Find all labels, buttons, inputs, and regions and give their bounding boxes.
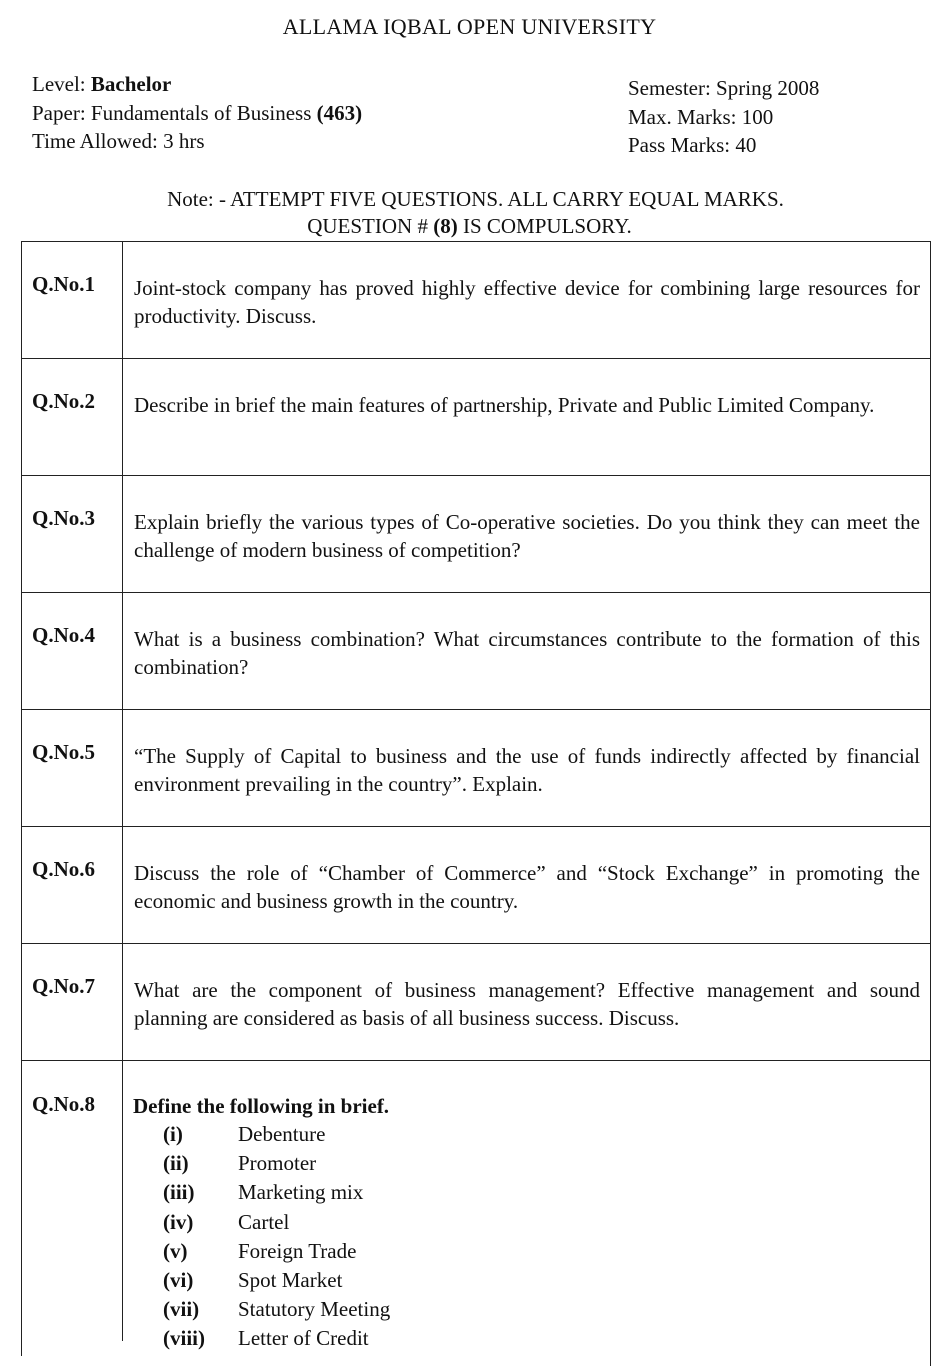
item-term: Statutory Meeting — [238, 1297, 391, 1322]
question-text: What are the component of business management? Effective management and sound planning are considered as basis of all business success. Discuss. — [134, 978, 920, 1030]
item-numeral: (ii) — [163, 1151, 189, 1176]
question-text: Describe in brief the main features of partnership, Private and Public Limited Company. — [134, 393, 875, 417]
paper-label: Paper: Fundamentals of Business — [32, 100, 317, 125]
item-term: Letter of Credit — [238, 1326, 369, 1351]
university-title: ALLAMA IQBAL OPEN UNIVERSITY — [282, 14, 657, 39]
question-row-7 — [21, 943, 931, 1060]
item-numeral: (v) — [163, 1238, 188, 1263]
question-number: Q.No.7 — [32, 974, 95, 998]
paper-line — [32, 99, 362, 128]
question-text: “The Supply of Capital to business and the use of funds indirectly affected by financial environment prevailing in the country”. Explain. — [134, 744, 920, 796]
level-value: Bachelor — [90, 72, 172, 96]
question-text: What is a business combination? What circumstances contribute to the formation of this combination? — [134, 627, 920, 679]
question-text: Discuss the role of “Chamber of Commerce” and “Stock Exchange” in promoting the economic and business growth in the country. — [134, 861, 920, 913]
note-line-2 — [0, 213, 939, 240]
level-label: Level: — [32, 72, 91, 96]
max-marks: Max. Marks: 100 — [628, 104, 774, 129]
question-number: Q.No.4 — [32, 623, 95, 647]
pass-marks: Pass Marks: 40 — [628, 133, 757, 157]
question-number: Q.No.8 — [32, 1092, 95, 1116]
note-line-1: Note: - ATTEMPT FIVE QUESTIONS. ALL CARRY EQUAL MARKS. — [167, 187, 784, 211]
question-number: Q.No.2 — [32, 389, 95, 413]
paper-code: (463) — [316, 100, 363, 125]
note-suffix: IS COMPULSORY. — [457, 214, 632, 238]
item-term: Marketing mix — [238, 1180, 364, 1205]
time-allowed: Time Allowed: 3 hrs — [32, 129, 205, 153]
item-term: Promoter — [238, 1151, 317, 1176]
question-row-1 — [21, 241, 931, 358]
question-number: Q.No.3 — [32, 506, 95, 530]
question-row-2 — [21, 358, 931, 475]
question-number: Q.No.5 — [32, 740, 95, 764]
questions-table — [21, 241, 931, 1366]
compulsory-question-number: (8) — [433, 214, 458, 238]
semester: Semester: Spring 2008 — [628, 76, 820, 100]
question-text: Explain briefly the various types of Co-operative societies. Do you think they can meet the challenge of modern business of competition? — [134, 510, 920, 562]
item-term: Cartel — [238, 1209, 290, 1234]
question-row-3 — [21, 475, 931, 592]
instructions-note — [0, 186, 939, 240]
item-numeral: (iv) — [163, 1209, 194, 1234]
item-term: Foreign Trade — [238, 1238, 357, 1263]
paper-details — [32, 70, 362, 156]
item-term: Debenture — [238, 1122, 326, 1146]
question-text: Joint-stock company has proved highly effective device for combining large resources for productivity. Discuss. — [134, 276, 920, 328]
item-numeral: (i) — [163, 1122, 183, 1146]
item-term: Spot Market — [238, 1267, 343, 1292]
item-numeral: (vii) — [163, 1297, 200, 1322]
question-row-5 — [21, 709, 931, 826]
note-prefix: QUESTION # — [307, 214, 434, 238]
question-row-4 — [21, 592, 931, 709]
definitions-heading: Define the following in brief. — [133, 1094, 390, 1118]
item-numeral: (vi) — [163, 1267, 194, 1292]
item-numeral: (viii) — [163, 1326, 205, 1351]
question-row-6 — [21, 826, 931, 943]
marks-details — [628, 74, 819, 160]
item-numeral: (iii) — [163, 1180, 195, 1205]
question-number: Q.No.6 — [32, 857, 95, 881]
question-number: Q.No.1 — [32, 272, 95, 296]
question-row-8 — [21, 1060, 931, 1360]
level-line — [32, 70, 362, 99]
